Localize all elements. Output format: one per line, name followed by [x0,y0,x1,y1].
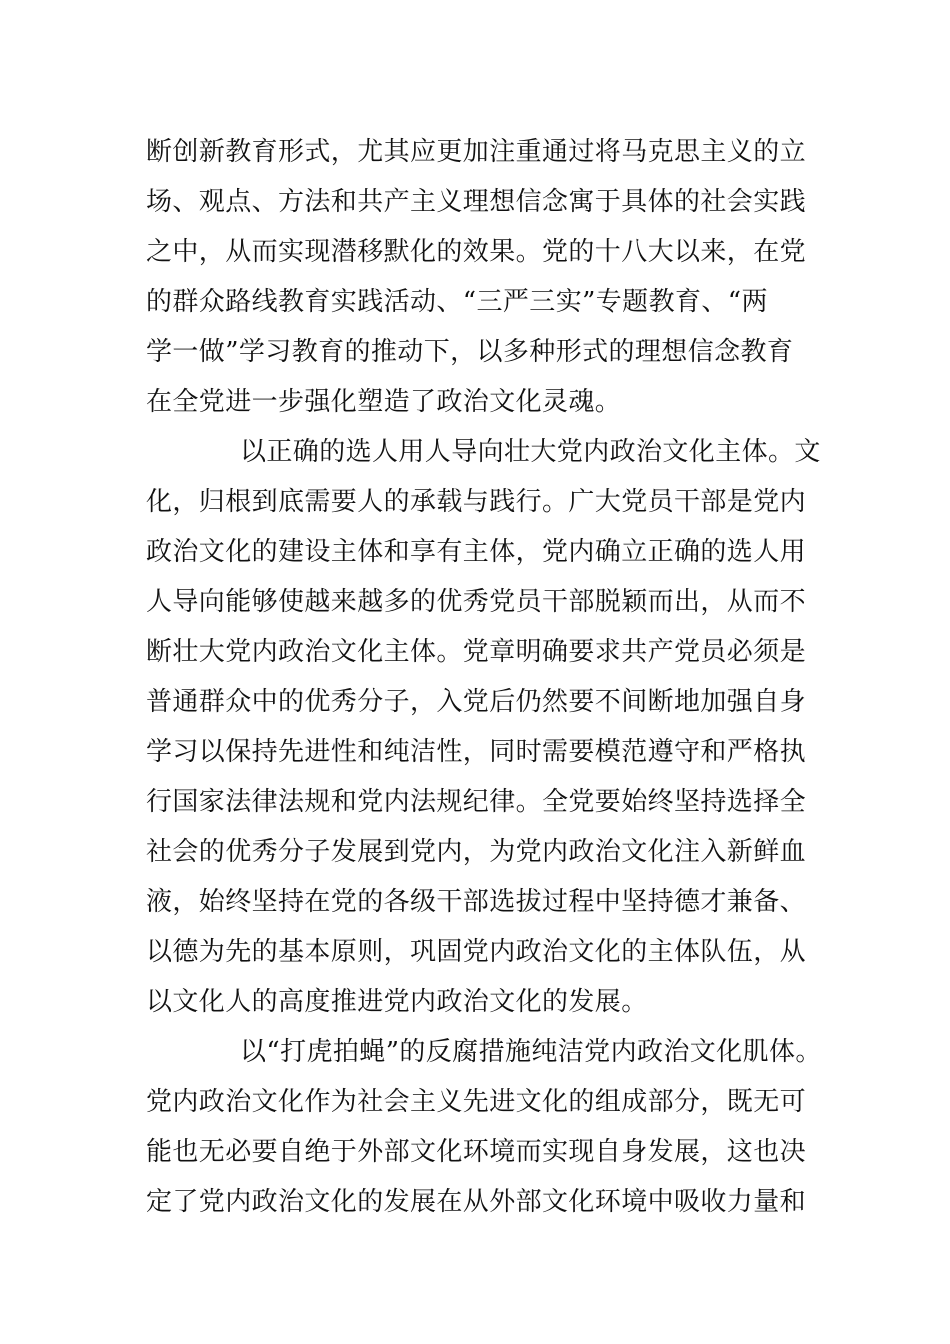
text-line: 人导向能够使越来越多的优秀党员干部脱颖而出，从而不 [146,587,807,617]
text-line: 断创新教育形式，尤其应更加注重通过将马克思主义的立 [146,137,807,167]
text-line: 行国家法律法规和党内法规纪律。全党要始终坚持选择全 [146,787,807,817]
text-line: 学习以保持先进性和纯洁性，同时需要模范遵守和严格执 [146,737,807,767]
text-line: 的群众路线教育实践活动、“三严三实”专题教育、“两 [146,287,768,317]
text-line: 之中，从而实现潜移默化的效果。党的十八大以来，在党 [146,237,807,267]
text-line: 社会的优秀分子发展到党内，为党内政治文化注入新鲜血 [146,837,807,867]
text-line: 政治文化的建设主体和享有主体，党内确立正确的选人用 [146,537,807,567]
text-line: 场、观点、方法和共产主义理想信念寓于具体的社会实践 [146,187,807,217]
text-line: 在全党进一步强化塑造了政治文化灵魂。 [146,387,622,417]
text-line: 化，归根到底需要人的承载与践行。广大党员干部是党内 [146,487,807,517]
text-line: 学一做”学习教育的推动下，以多种形式的理想信念教育 [146,337,794,367]
text-line: 以德为先的基本原则，巩固党内政治文化的主体队伍，从 [146,937,807,967]
text-line: 党内政治文化作为社会主义先进文化的组成部分，既无可 [146,1087,807,1117]
text-line: 普通群众中的优秀分子，入党后仍然要不间断地加强自身 [146,687,807,717]
paragraph-heading-line: 以正确的选人用人导向壮大党内政治文化主体。文 [240,437,821,467]
paragraph-heading-line: 以“打虎拍蝇”的反腐措施纯洁党内政治文化肌体。 [240,1037,822,1067]
text-line: 定了党内政治文化的发展在从外部文化环境中吸收力量和 [146,1187,807,1217]
text-line: 液，始终坚持在党的各级干部选拔过程中坚持德才兼备、 [146,887,807,917]
text-line: 断壮大党内政治文化主体。党章明确要求共产党员必须是 [146,637,807,667]
text-line: 以文化人的高度推进党内政治文化的发展。 [146,987,648,1017]
text-line: 能也无必要自绝于外部文化环境而实现自身发展，这也决 [146,1137,807,1167]
